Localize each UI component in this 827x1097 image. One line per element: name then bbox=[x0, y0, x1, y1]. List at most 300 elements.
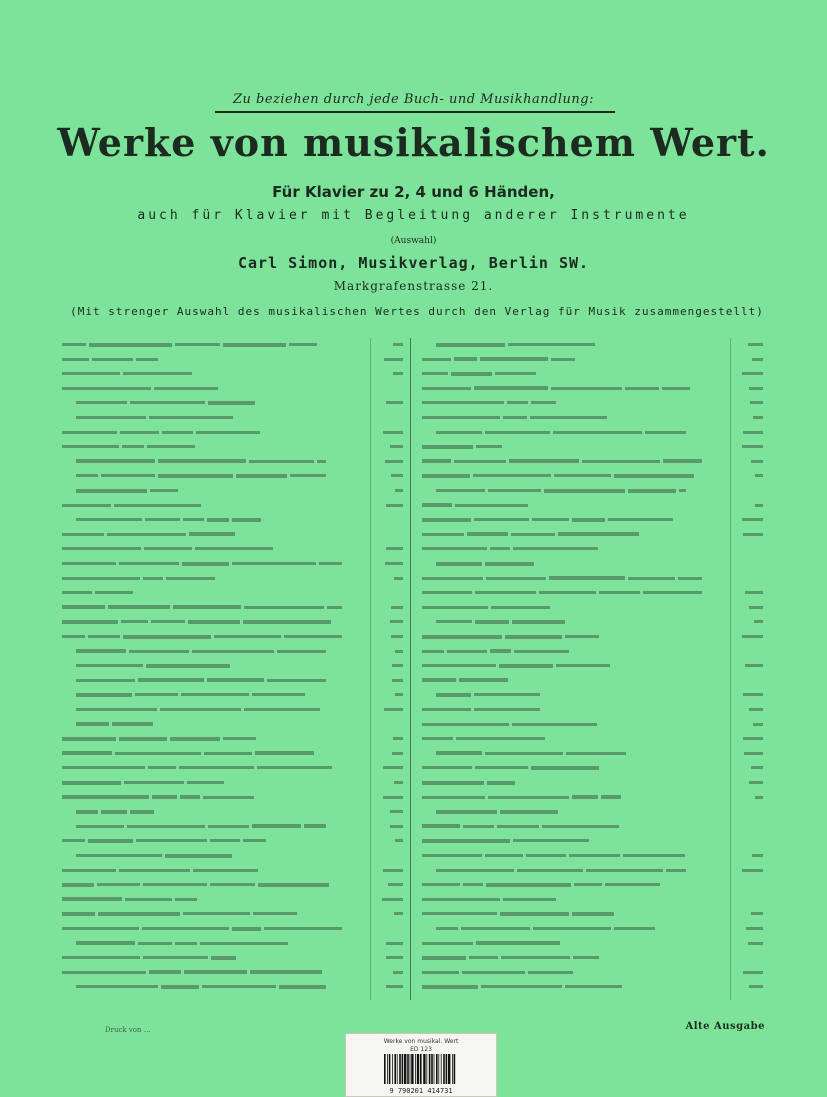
ink-mark bbox=[255, 751, 314, 755]
ink-mark bbox=[485, 854, 523, 857]
entry-text-marks bbox=[436, 922, 736, 936]
ink-mark bbox=[422, 912, 497, 915]
catalog-entry bbox=[58, 791, 408, 805]
entry-text-marks bbox=[62, 557, 362, 571]
entry-text-marks bbox=[436, 484, 736, 498]
ink-mark bbox=[679, 489, 686, 492]
catalog-entry bbox=[418, 469, 768, 483]
entry-price-marks bbox=[372, 455, 406, 469]
ink-mark bbox=[76, 459, 155, 463]
ink-mark bbox=[623, 854, 685, 857]
ink-mark bbox=[511, 533, 555, 536]
ink-mark bbox=[422, 445, 473, 449]
ink-mark bbox=[436, 343, 505, 347]
catalog-entry bbox=[58, 367, 408, 381]
ink-mark bbox=[485, 562, 534, 566]
ink-mark bbox=[447, 650, 487, 653]
ink-mark bbox=[393, 971, 403, 974]
ink-mark bbox=[490, 649, 511, 653]
ink-mark bbox=[573, 956, 599, 959]
ink-mark bbox=[147, 445, 195, 448]
ink-mark bbox=[743, 431, 763, 434]
catalog-entry bbox=[58, 805, 408, 819]
ink-mark bbox=[76, 416, 146, 419]
entry-text-marks bbox=[422, 630, 722, 644]
ink-mark bbox=[76, 810, 98, 814]
catalog-entry bbox=[58, 513, 408, 527]
ink-mark bbox=[89, 343, 172, 347]
ink-mark bbox=[643, 591, 702, 594]
ink-mark bbox=[62, 883, 94, 887]
entry-price-marks bbox=[732, 586, 766, 600]
entry-price-marks bbox=[372, 572, 406, 586]
entry-price-marks bbox=[732, 440, 766, 454]
entry-text-marks bbox=[62, 440, 362, 454]
ink-mark bbox=[383, 796, 403, 799]
ink-mark bbox=[149, 416, 233, 419]
entry-price-marks bbox=[732, 367, 766, 381]
ink-mark bbox=[663, 459, 702, 463]
entry-text-marks bbox=[422, 761, 722, 775]
barcode-number: 9 790201 414731 bbox=[389, 1087, 453, 1095]
ink-mark bbox=[158, 474, 233, 478]
catalog-entry bbox=[418, 557, 768, 571]
ink-mark bbox=[62, 533, 104, 536]
catalog-entry bbox=[418, 718, 768, 732]
ink-mark bbox=[528, 971, 573, 974]
ink-mark bbox=[76, 985, 158, 988]
ink-mark bbox=[422, 533, 464, 536]
ink-mark bbox=[390, 825, 403, 828]
entry-price-marks bbox=[372, 820, 406, 834]
catalog-entry bbox=[58, 834, 408, 848]
entry-price-marks bbox=[372, 601, 406, 615]
entry-text-marks bbox=[422, 382, 722, 396]
entry-price-marks bbox=[732, 937, 766, 951]
catalog-column-right bbox=[418, 338, 768, 1000]
entry-price-marks bbox=[372, 630, 406, 644]
ink-mark bbox=[115, 752, 201, 755]
catalog-entry bbox=[58, 761, 408, 775]
ink-mark bbox=[98, 912, 180, 916]
ink-mark bbox=[512, 620, 565, 624]
entry-text-marks bbox=[62, 776, 362, 790]
entry-text-marks bbox=[62, 338, 362, 352]
entry-price-marks bbox=[732, 864, 766, 878]
barcode-bar bbox=[454, 1054, 456, 1084]
ink-mark bbox=[120, 431, 159, 434]
ink-mark bbox=[749, 606, 763, 609]
ink-mark bbox=[125, 898, 172, 901]
entry-text-marks bbox=[436, 688, 736, 702]
ink-mark bbox=[486, 577, 546, 580]
ink-mark bbox=[422, 985, 478, 989]
ink-mark bbox=[422, 635, 502, 639]
ink-mark bbox=[554, 474, 611, 477]
ink-mark bbox=[76, 474, 98, 477]
entry-price-marks bbox=[732, 411, 766, 425]
ink-mark bbox=[605, 883, 660, 886]
entry-text-marks bbox=[76, 849, 376, 863]
ink-mark bbox=[62, 445, 119, 448]
ink-mark bbox=[386, 504, 403, 507]
entry-price-marks bbox=[732, 761, 766, 775]
ink-mark bbox=[512, 723, 597, 726]
entry-price-marks bbox=[372, 615, 406, 629]
ink-mark bbox=[62, 591, 92, 594]
ink-mark bbox=[742, 372, 763, 375]
ink-mark bbox=[129, 650, 189, 653]
ink-mark bbox=[391, 606, 403, 609]
ink-mark bbox=[138, 678, 204, 682]
barcode-bar bbox=[397, 1054, 398, 1084]
catalog-entry bbox=[418, 747, 768, 761]
ink-mark bbox=[500, 912, 569, 916]
catalog-entry bbox=[58, 469, 408, 483]
ink-mark bbox=[142, 927, 229, 930]
ink-mark bbox=[748, 343, 763, 346]
catalog-entry bbox=[418, 703, 768, 717]
ink-mark bbox=[455, 504, 528, 507]
catalog-entry bbox=[418, 645, 768, 659]
entry-price-marks bbox=[732, 338, 766, 352]
ink-mark bbox=[475, 620, 509, 624]
entry-text-marks bbox=[62, 834, 362, 848]
ink-mark bbox=[542, 825, 619, 828]
entry-price-marks bbox=[732, 426, 766, 440]
ink-mark bbox=[95, 591, 133, 594]
catalog-entry bbox=[58, 937, 408, 951]
ink-mark bbox=[166, 577, 215, 580]
ink-mark bbox=[422, 503, 452, 507]
ink-mark bbox=[752, 358, 763, 361]
catalog-entry bbox=[418, 630, 768, 644]
entry-price-marks bbox=[372, 659, 406, 673]
ink-mark bbox=[151, 620, 185, 623]
entry-price-marks bbox=[732, 922, 766, 936]
ink-mark bbox=[497, 825, 539, 828]
ink-mark bbox=[743, 693, 763, 696]
ink-mark bbox=[160, 708, 241, 711]
catalog-entry bbox=[418, 542, 768, 556]
ink-mark bbox=[149, 970, 181, 974]
ink-mark bbox=[422, 839, 510, 843]
entry-price-marks bbox=[372, 776, 406, 790]
entry-text-marks bbox=[422, 834, 722, 848]
ink-mark bbox=[200, 942, 288, 945]
ink-mark bbox=[743, 737, 763, 740]
ink-mark bbox=[746, 927, 763, 930]
ink-mark bbox=[208, 825, 249, 828]
ink-mark bbox=[566, 752, 626, 755]
ink-mark bbox=[488, 489, 541, 492]
ink-mark bbox=[422, 942, 473, 945]
entry-price-marks bbox=[732, 499, 766, 513]
ink-mark bbox=[76, 664, 143, 667]
entry-price-marks bbox=[372, 951, 406, 965]
entry-text-marks bbox=[62, 586, 362, 600]
ink-mark bbox=[390, 620, 403, 623]
entry-price-marks bbox=[372, 645, 406, 659]
ink-mark bbox=[138, 942, 172, 945]
catalog-entry bbox=[58, 499, 408, 513]
catalog-entry bbox=[418, 791, 768, 805]
sticker-title: Werke von musikal. Wert bbox=[383, 1038, 459, 1045]
ink-mark bbox=[252, 693, 305, 696]
catalog-entry bbox=[58, 338, 408, 352]
header-note: Zu beziehen durch jede Buch- und Musikhandlung: bbox=[232, 92, 594, 107]
ink-mark bbox=[210, 883, 255, 886]
ink-mark bbox=[244, 708, 320, 711]
ink-mark bbox=[182, 562, 229, 566]
ink-mark bbox=[422, 664, 496, 667]
ink-mark bbox=[143, 577, 163, 580]
ink-mark bbox=[608, 518, 673, 521]
sticker-code: ED 123 bbox=[410, 1046, 432, 1053]
catalog-entry bbox=[418, 805, 768, 819]
price-sticker bbox=[345, 1033, 497, 1097]
barcode-bar bbox=[436, 1054, 438, 1084]
ink-mark bbox=[422, 854, 482, 857]
entry-text-marks bbox=[76, 937, 376, 951]
ink-mark bbox=[531, 766, 599, 770]
ink-mark bbox=[488, 796, 569, 799]
ink-mark bbox=[390, 810, 403, 813]
catalog-entry bbox=[418, 484, 768, 498]
ink-mark bbox=[62, 956, 140, 959]
ink-mark bbox=[62, 766, 145, 769]
entry-price-marks bbox=[372, 747, 406, 761]
ink-mark bbox=[195, 547, 273, 550]
catalog-entry bbox=[58, 980, 408, 994]
ink-mark bbox=[451, 372, 492, 376]
ink-mark bbox=[476, 941, 560, 945]
catalog-entry bbox=[58, 630, 408, 644]
entry-price-marks bbox=[372, 557, 406, 571]
entry-text-marks bbox=[422, 878, 722, 892]
entry-text-marks bbox=[422, 980, 722, 994]
entry-text-marks bbox=[62, 791, 362, 805]
catalog-entry bbox=[418, 455, 768, 469]
entry-price-marks bbox=[732, 396, 766, 410]
ink-mark bbox=[476, 445, 502, 448]
ink-mark bbox=[76, 825, 124, 828]
ink-mark bbox=[599, 591, 640, 594]
ink-mark bbox=[189, 532, 235, 536]
catalog-entry bbox=[58, 659, 408, 673]
ink-mark bbox=[243, 620, 331, 624]
barcode-bar bbox=[394, 1054, 396, 1084]
ink-mark bbox=[267, 679, 326, 682]
ink-mark bbox=[196, 431, 260, 434]
ink-mark bbox=[390, 445, 403, 448]
entry-text-marks bbox=[62, 907, 362, 921]
catalog-entry bbox=[418, 586, 768, 600]
barcode-bar bbox=[448, 1054, 450, 1084]
entry-price-marks bbox=[732, 513, 766, 527]
ink-mark bbox=[565, 635, 599, 638]
ink-mark bbox=[751, 912, 763, 915]
ink-mark bbox=[422, 372, 448, 375]
catalog-entry bbox=[418, 440, 768, 454]
ink-mark bbox=[327, 606, 342, 609]
entry-price-marks bbox=[372, 353, 406, 367]
entry-price-marks bbox=[732, 980, 766, 994]
ink-mark bbox=[211, 956, 236, 960]
ink-mark bbox=[531, 401, 556, 404]
entry-text-marks bbox=[76, 645, 376, 659]
catalog-entry bbox=[418, 922, 768, 936]
ink-mark bbox=[469, 956, 498, 959]
entry-text-marks bbox=[76, 513, 376, 527]
catalog-entry bbox=[418, 382, 768, 396]
ink-mark bbox=[749, 708, 763, 711]
ink-mark bbox=[436, 693, 471, 697]
catalog-entry bbox=[418, 732, 768, 746]
entry-text-marks bbox=[422, 396, 722, 410]
ink-mark bbox=[753, 723, 763, 726]
ink-mark bbox=[179, 766, 254, 769]
ink-mark bbox=[76, 401, 127, 404]
entry-text-marks bbox=[422, 893, 722, 907]
entry-text-marks bbox=[62, 426, 362, 440]
ink-mark bbox=[277, 650, 326, 653]
catalog-entry bbox=[418, 688, 768, 702]
ink-mark bbox=[136, 839, 207, 842]
catalog-entry bbox=[418, 513, 768, 527]
ink-mark bbox=[279, 985, 326, 989]
entry-price-marks bbox=[372, 703, 406, 717]
ink-mark bbox=[422, 547, 487, 550]
ink-mark bbox=[76, 489, 147, 493]
ink-mark bbox=[173, 605, 241, 609]
ink-mark bbox=[97, 883, 140, 886]
catalog-column-left bbox=[58, 338, 408, 1000]
catalog-entry bbox=[418, 864, 768, 878]
ink-mark bbox=[62, 635, 85, 638]
ink-mark bbox=[422, 401, 504, 404]
entry-price-marks bbox=[732, 747, 766, 761]
catalog-entry bbox=[58, 557, 408, 571]
ink-mark bbox=[569, 854, 620, 857]
ink-mark bbox=[422, 416, 500, 419]
ink-mark bbox=[514, 650, 569, 653]
ink-mark bbox=[422, 971, 459, 974]
ink-mark bbox=[422, 766, 472, 769]
entry-text-marks bbox=[436, 615, 736, 629]
entry-text-marks bbox=[422, 791, 722, 805]
ink-mark bbox=[625, 387, 659, 390]
ink-mark bbox=[207, 678, 264, 682]
ink-mark bbox=[485, 752, 563, 755]
ink-mark bbox=[544, 489, 625, 493]
ink-mark bbox=[183, 518, 204, 521]
entry-price-marks bbox=[732, 601, 766, 615]
entry-text-marks bbox=[422, 367, 722, 381]
entry-price-marks bbox=[372, 980, 406, 994]
ink-mark bbox=[207, 518, 229, 522]
entry-text-marks bbox=[76, 659, 376, 673]
ink-mark bbox=[130, 401, 205, 404]
ink-mark bbox=[436, 489, 485, 492]
ink-mark bbox=[264, 927, 342, 930]
catalog-entry bbox=[418, 966, 768, 980]
ink-mark bbox=[436, 562, 482, 566]
entry-text-marks bbox=[422, 776, 722, 790]
ink-mark bbox=[745, 591, 763, 594]
ink-mark bbox=[88, 635, 120, 638]
ink-mark bbox=[422, 606, 488, 609]
ink-mark bbox=[123, 372, 192, 375]
catalog-entry bbox=[58, 922, 408, 936]
ink-mark bbox=[582, 460, 660, 463]
entry-text-marks bbox=[76, 484, 376, 498]
ink-mark bbox=[558, 532, 639, 536]
ink-mark bbox=[572, 912, 614, 916]
ink-mark bbox=[62, 737, 116, 741]
entry-price-marks bbox=[372, 893, 406, 907]
entry-text-marks bbox=[62, 761, 362, 775]
catalog-entry bbox=[418, 937, 768, 951]
ink-mark bbox=[386, 942, 403, 945]
ink-mark bbox=[386, 547, 403, 550]
ink-mark bbox=[210, 839, 240, 842]
ink-mark bbox=[742, 518, 763, 521]
ink-mark bbox=[491, 606, 550, 609]
catalog-entry bbox=[418, 396, 768, 410]
ink-mark bbox=[223, 737, 256, 740]
entry-text-marks bbox=[62, 878, 362, 892]
ink-mark bbox=[551, 358, 575, 361]
ink-mark bbox=[745, 664, 763, 667]
barcode-bar bbox=[387, 1054, 388, 1084]
entry-price-marks bbox=[372, 426, 406, 440]
ink-mark bbox=[252, 824, 301, 828]
ink-mark bbox=[422, 898, 500, 901]
ink-mark bbox=[601, 795, 621, 799]
ink-mark bbox=[236, 474, 287, 478]
ink-mark bbox=[391, 635, 403, 638]
ink-mark bbox=[395, 693, 403, 696]
entry-text-marks bbox=[436, 338, 736, 352]
ink-mark bbox=[204, 752, 252, 755]
ink-mark bbox=[154, 387, 218, 390]
subtitle-secondary: auch für Klavier mit Begleitung anderer Instrumente bbox=[137, 208, 690, 223]
entry-text-marks bbox=[62, 601, 362, 615]
ink-mark bbox=[474, 693, 540, 696]
ink-mark bbox=[628, 489, 676, 493]
entry-text-marks bbox=[422, 542, 722, 556]
entry-price-marks bbox=[732, 966, 766, 980]
catalog-entry bbox=[58, 907, 408, 921]
ink-mark bbox=[62, 605, 105, 609]
ink-mark bbox=[244, 606, 324, 609]
ink-mark bbox=[62, 781, 121, 785]
ink-mark bbox=[742, 869, 763, 872]
entry-text-marks bbox=[422, 455, 722, 469]
catalog-entry bbox=[58, 864, 408, 878]
edition-label: Alte Ausgabe bbox=[685, 1021, 765, 1032]
entry-text-marks bbox=[436, 557, 736, 571]
ink-mark bbox=[184, 970, 247, 974]
ink-mark bbox=[530, 416, 607, 419]
entry-price-marks bbox=[732, 469, 766, 483]
ink-mark bbox=[62, 358, 89, 361]
entry-price-marks bbox=[372, 469, 406, 483]
catalog-entry bbox=[58, 615, 408, 629]
ink-mark bbox=[136, 358, 158, 361]
ink-mark bbox=[232, 562, 316, 565]
